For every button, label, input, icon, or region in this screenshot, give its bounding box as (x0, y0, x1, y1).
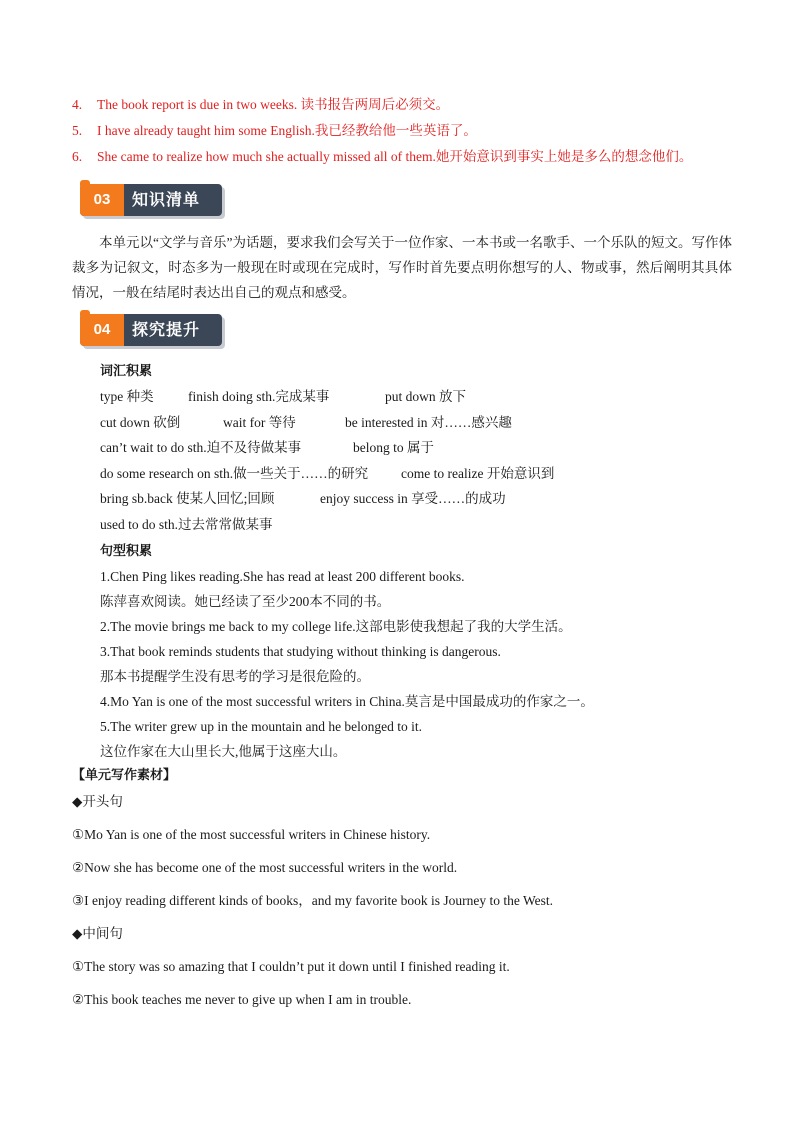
vocab-item: type 种类 (100, 389, 154, 404)
opening-sentence: ③I enjoy reading different kinds of books，and my favorite book is Journey to the West. (72, 893, 554, 908)
writing-material-section (72, 766, 772, 1023)
section-title: 探究提升 (132, 320, 201, 339)
opening-sentence: ②Now she has become one of the most successful writers in the world. (72, 860, 458, 875)
item-text: I have already taught him some English.我已经教给他一些英语了。 (97, 123, 477, 138)
sentence-line: 这位作家在大山里长大,他属于这座大山。 (100, 744, 347, 759)
section-number: 04 (93, 321, 111, 338)
middle-label: ◆中间句 (72, 926, 123, 941)
writing-title: 【单元写作素材】 (72, 768, 177, 783)
sentence-line: 那本书提醒学生没有思考的学习是很危险的。 (100, 669, 370, 684)
vocab-item: do some research on sth.做一些关于……的研究 (100, 465, 369, 481)
vocab-row (100, 413, 740, 439)
answer-item (72, 122, 772, 148)
vocab-row (100, 387, 740, 413)
sentence-line: 3.That book reminds students that studying without thinking is dangerous. (100, 644, 501, 659)
section-number: 03 (93, 191, 111, 208)
opening-sentence: ①Mo Yan is one of the most successful writers in Chinese history. (72, 827, 431, 842)
vocab-row (100, 464, 740, 490)
sentence-line: 4.Mo Yan is one of the most successful writers in China.莫言是中国最成功的作家之一。 (100, 694, 594, 709)
item-number: 6. (72, 149, 83, 164)
middle-sentence: ②This book teaches me never to give up when I am in trouble. (72, 992, 412, 1007)
answer-item (72, 148, 772, 174)
vocab-row (100, 489, 740, 515)
vocab-item: finish doing sth.完成某事 (188, 389, 330, 404)
vocab-row (100, 438, 740, 464)
vocab-item: put down 放下 (385, 389, 466, 404)
intro-text: 本单元以“文学与音乐”为话题，要求我们会写关于一位作家、一本书或一名歌手、一个乐队的短文。写作体裁多为记叙文，时态多为一般现在时或现在完成时，写作时首先要点明你想写的人、物或事，然后阐明其具体情况，一般在结尾时表达出自己的观点和感受。 (72, 235, 732, 300)
sentence-line: 2.The movie brings me back to my college life.这部电影使我想起了我的大学生活。 (100, 619, 572, 634)
sentence-line: 陈萍喜欢阅读。她已经读了至少200本不同的书。 (100, 594, 391, 609)
sentence-line: 5.The writer grew up in the mountain and he belonged to it. (100, 719, 423, 734)
sentence-heading: 句型积累 (100, 544, 153, 559)
section-banner-explore (80, 314, 225, 350)
vocab-heading: 词汇积累 (100, 364, 153, 379)
item-number: 5. (72, 123, 83, 138)
item-text: She came to realize how much she actually missed all of them.她开始意识到事实上她是多么的想念他们。 (97, 149, 693, 164)
opening-label: ◆开头句 (72, 794, 123, 809)
vocabulary-section (100, 362, 740, 541)
item-text: The book report is due in two weeks. 读书报告两周后必须交。 (97, 97, 450, 112)
vocab-item: cut down 砍倒 (100, 414, 181, 430)
section-title: 知识清单 (132, 190, 201, 209)
intro-paragraph (72, 230, 732, 305)
item-number: 4. (72, 97, 83, 112)
vocab-row (100, 515, 740, 541)
answer-list (72, 96, 772, 174)
vocab-item: enjoy success in 享受……的成功 (320, 491, 506, 507)
vocab-item: bring sb.back 使某人回忆;回顾 (100, 491, 275, 507)
middle-sentence: ①The story was so amazing that I couldn’t put it down until I finished reading it. (72, 959, 510, 974)
vocab-item: wait for 等待 (223, 414, 296, 430)
sentence-line: 1.Chen Ping likes reading.She has read at least 200 different books. (100, 569, 465, 584)
vocab-item: be interested in 对……感兴趣 (345, 414, 512, 430)
answer-item (72, 96, 772, 122)
sentence-section (100, 542, 740, 767)
vocab-item: used to do sth.过去常常做某事 (100, 516, 273, 532)
vocab-item: can’t wait to do sth.迫不及待做某事 (100, 440, 302, 456)
vocab-item: come to realize 开始意识到 (401, 465, 555, 481)
vocab-item: belong to 属于 (353, 440, 434, 456)
section-banner-knowledge (80, 184, 225, 220)
